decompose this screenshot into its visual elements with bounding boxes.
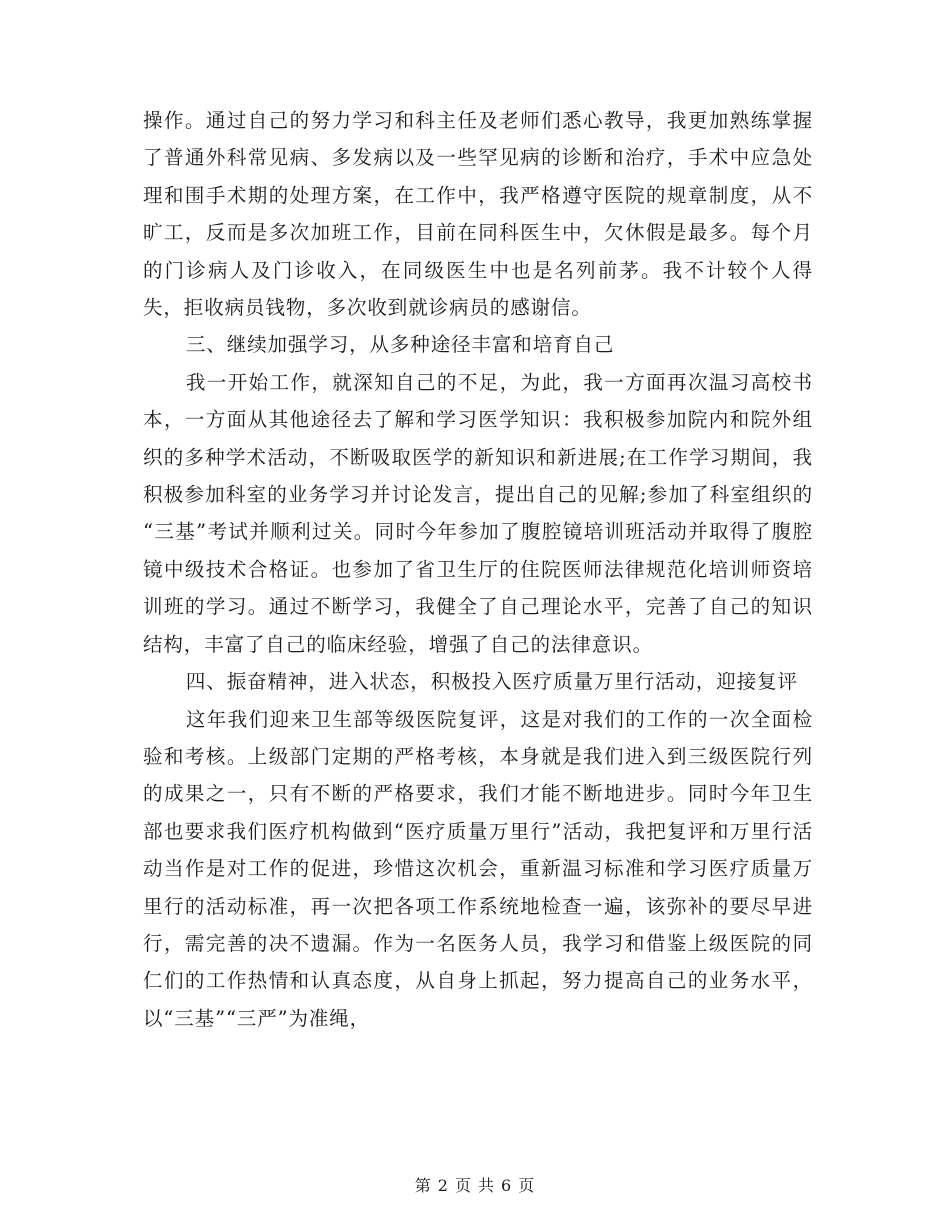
paragraph-continuation: 操作。通过自己的努力学习和科主任及老师们悉心教导，我更加熟练掌握了普通外科常见病、多发病以及一些罕见病的诊断和治疗，手术中应急处理和围手术期的处理方案，在工作中，我严格遵守医院的规章制度，从不旷工，反而是多次加班工作，目前在同科医生中，欠休假是最多。每个月的门诊病人及门诊收入，在同级医生中也是名列前茅。我不计较个人得失，拒收病员钱物，多次收到就诊病员的感谢信。 (143, 109, 813, 320)
footer-total-pages: 6 (501, 1176, 513, 1195)
page-footer (0, 1173, 950, 1196)
section-heading-3: 三、继续加强学习，从多种途径丰富和培育自己 (185, 333, 615, 357)
footer-middle: 页 共 (454, 1176, 496, 1195)
footer-suffix: 页 (518, 1176, 536, 1195)
paragraph-study: 我一开始工作，就深知自己的不足，为此，我一方面再次温习高校书本，一方面从其他途径去了解和学习医学知识：我积极参加院内和院外组织的多种学术活动，不断吸取医学的新知识和新进展;在工作学习期间，我积极参加科室的业务学习并讨论发言，提出自己的见解;参加了科室组织的 “三基”考试并顺利过关。同时今年参加了腹腔镜培训班活动并取得了腹腔镜中级技术合格证。也参加了省卫生厅的住院医师法律规范化培训师资培训班的学习。通过不断学习，我健全了自己理论水平，完善了自己的知识结构，丰富了自己的临床经验，增强了自己的法律意识。 (143, 370, 813, 656)
paragraph-review: 这年我们迎来卫生部等级医院复评，这是对我们的工作的一次全面检验和考核。上级部门定期的严格考核，本身就是我们进入到三级医院行列的成果之一，只有不断的严格要求，我们才能不断地进步。同时今年卫生部也要求我们医疗机构做到“医疗质量万里行”活动，我把复评和万里行活动当作是对工作的促进，珍惜这次机会，重新温习标准和学习医疗质量万里行的活动标准，再一次把各项工作系统地检查一遍，该弥补的要尽早进行，需完善的决不遗漏。作为一名医务人员，我学习和借鉴上级医院的同仁们的工作热情和认真态度，从自身上抓起，努力提高自己的业务水平，以“三基”“三严”为准绳， (143, 707, 813, 1030)
footer-page-number: 2 (437, 1176, 449, 1195)
document-body (143, 102, 813, 1037)
footer-prefix: 第 (414, 1176, 432, 1195)
section-heading-4: 四、振奋精神，进入状态，积极投入医疗质量万里行活动，迎接复评 (185, 670, 798, 694)
